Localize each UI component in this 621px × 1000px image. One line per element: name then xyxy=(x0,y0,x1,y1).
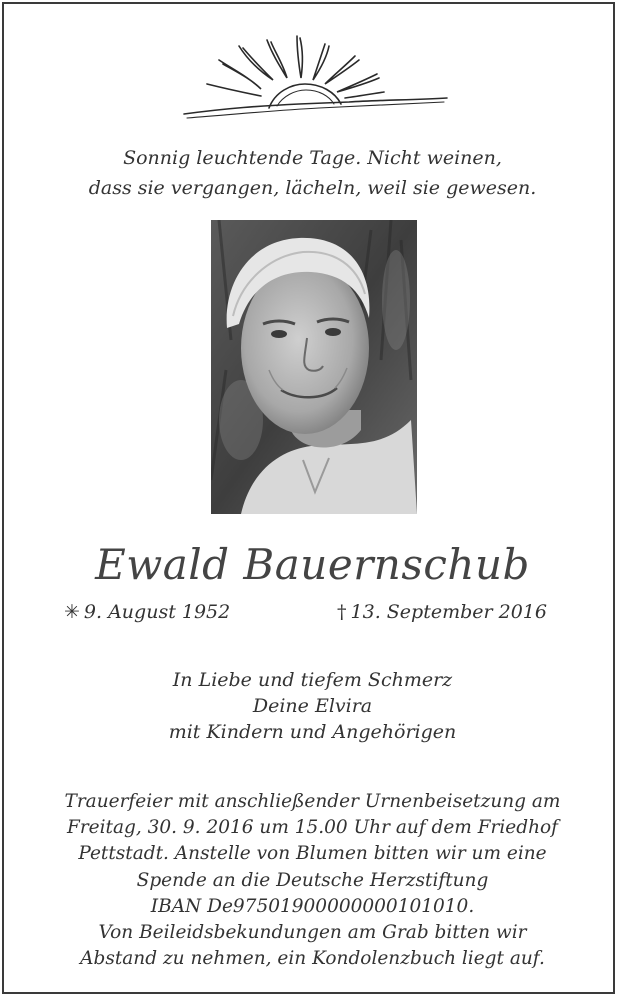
quote-line: Sonnig leuchtende Tage. Nicht weinen, xyxy=(123,147,502,169)
death-cross-icon: † xyxy=(337,601,347,623)
obituary-frame xyxy=(2,2,615,994)
funeral-info-line: Pettstadt. Anstelle von Blumen bitten wir um eine xyxy=(78,843,547,865)
quote-line: dass sie vergangen, lächeln, weil sie gewesen. xyxy=(88,177,537,199)
funeral-info-line: Spende an die Deutsche Herzstiftung xyxy=(136,869,489,891)
death-date xyxy=(337,599,547,625)
portrait-photo xyxy=(211,220,417,514)
birth-star-icon: ✳ xyxy=(64,601,80,623)
mourners-block xyxy=(4,667,621,745)
birth-date xyxy=(64,599,230,625)
funeral-info-line: Freitag, 30. 9. 2016 um 15.00 Uhr auf dem Friedhof xyxy=(67,817,558,839)
deceased-name: Ewald Bauernschub xyxy=(95,540,530,589)
birth-date-text: 9. August 1952 xyxy=(83,601,231,623)
funeral-info-line: Abstand zu nehmen, ein Kondolenzbuch liegt auf. xyxy=(80,948,545,970)
mourners-line: mit Kindern und Angehörigen xyxy=(168,721,457,743)
funeral-info-line: Trauerfeier mit anschließender Urnenbeisetzung am xyxy=(64,791,561,812)
death-date-text: 13. September 2016 xyxy=(350,601,547,623)
memorial-quote xyxy=(4,143,621,203)
mourners-line: In Liebe und tiefem Schmerz xyxy=(172,669,453,691)
funeral-info-line: IBAN De97501900000000101010. xyxy=(150,895,475,917)
mourners-line: Deine Elvira xyxy=(252,695,373,717)
sunset-ornament-icon xyxy=(179,34,449,122)
funeral-info-line: Von Beileidsbekundungen am Grab bitten wir xyxy=(98,922,527,944)
funeral-info-block xyxy=(4,789,621,972)
